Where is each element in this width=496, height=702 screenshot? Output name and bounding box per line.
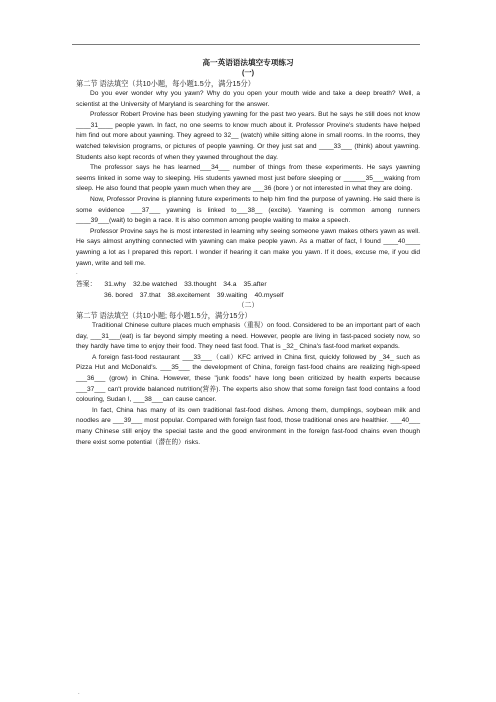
passage-one-paragraph-3: The professor says he has learned___34___ number of things from these experiments. He says yawning seems linked in some way to sleeping. His students yawned most just before sleeping or ______35___waking from sleep. He also found that people yawn much when they are ___36 (bore ) or not interested in what they are doing. [76,164,420,193]
answer-item: 31.why [104,281,126,289]
passage-two-paragraph-2: A foreign fast-food restaurant ___33___（call）KFC arrived in China first, quickly followed by _34_ such as Pizza Hut and McDonald's. ___35___ the development of China, foreign fast-food chains are realizing high-speed ___36___ (grow) in China. However, these "junk foods" have long been criticized by health experts because ___37___ can't provide balanced nutrition(营养). The experts also show that some foreign fast food contains a food colouring, Sudan I, ___38___can cause cancer. [76,353,420,404]
answer-item: 32.be watched [132,281,178,289]
answer-item: 39.waiting [216,292,248,300]
passage-one-paragraph-5: Professor Provine says he is most interested in learning why seeing someone yawn makes others yawn as well. He says almost anything connected with yawning can make people yawn. As a matter of fact, I found ____40____ yawning a lot as I prepared this report. I wonder if hearing it can make you yawn. If it does, excuse me, if you did yawn, write and tell me. [76,227,420,267]
answer-key-row-1 [76,279,420,290]
passage-one-paragraph-1: Do you ever wonder why you yawn? Why do you open your mouth wide and take a deep breath? Well, a scientist at the University of Maryland is searching for the answer. [76,90,420,108]
document-title: 高一英语语法填空专项练习 [202,58,294,67]
section-two-heading: 第二节 语法填空（共10小题; 每小题1.5分，满分15分） [76,311,252,321]
answer-item: 33.thought [184,281,217,289]
part-one-label: (一) [242,68,254,77]
answer-item: 40.myself [254,292,284,300]
answer-item: 34.a [223,281,237,289]
answer-item: 35.after [243,281,267,289]
passage-two-paragraph-3: In fact, China has many of its own traditional fast-food dishes. Among them, dumplings, soybean milk and noodles are ___39___ most popular. Compared with foreign fast food, those traditional ones are healthier. ___40___ many Chinese still enjoy the special taste and the good environment in the foreign fast-food chains even though there exist some potential（潜在的）risks. [76,406,420,446]
answer-item: 36. bored [104,292,133,300]
answer-item: 38.excitement [167,292,210,300]
section-one-heading: 第二节 语法填空（共10小题，每小题1.5分，满分15分） [76,79,255,88]
part-two-label: （二） [237,302,259,310]
passage-two-paragraph-1: Traditional Chinese culture places much emphasis（重视）on food. Considered to be an important part of each day, ___31___(eat) is far beyond simply meeting a need. However, people are living in fast-paced society now, so they hardly have time to enjoy their food. They need fast food. That is _32_ China's fast-food market expands. [76,322,420,351]
answer-key-row-2 [76,290,420,301]
header-rule [72,44,420,45]
answer-key-label: 答案： [76,281,97,289]
passage-one-paragraph-2: Professor Robert Provine has been studying yawning for the past two years. But he says he still does not know ____31____ people yawn. In fact, no one seems to know much about it. Professor Provine's students have helped him find out more about yawning. They agreed to 32__ (watch) while sitting alone in small rooms. In the rooms, they watched television programs, or pictures of people yawning. Or they just sat and ____33___ (think) about yawning. Students also kept records of when they yawned throughout the day. [76,111,420,161]
dot-mark: . [76,270,78,277]
document-body [76,58,420,448]
answer-item: 37.that [139,292,161,300]
passage-one-paragraph-4: Now, Professor Provine is planning future experiments to help him find the purpose of yawning. He said there is some evidence ___37___ yawning is linked to___38__ (excite). Yawning is common among runners ____39___(wait) to begin a race. It is also common among people waiting to make a speech. [76,195,420,225]
page-end-mark: . [78,690,80,696]
